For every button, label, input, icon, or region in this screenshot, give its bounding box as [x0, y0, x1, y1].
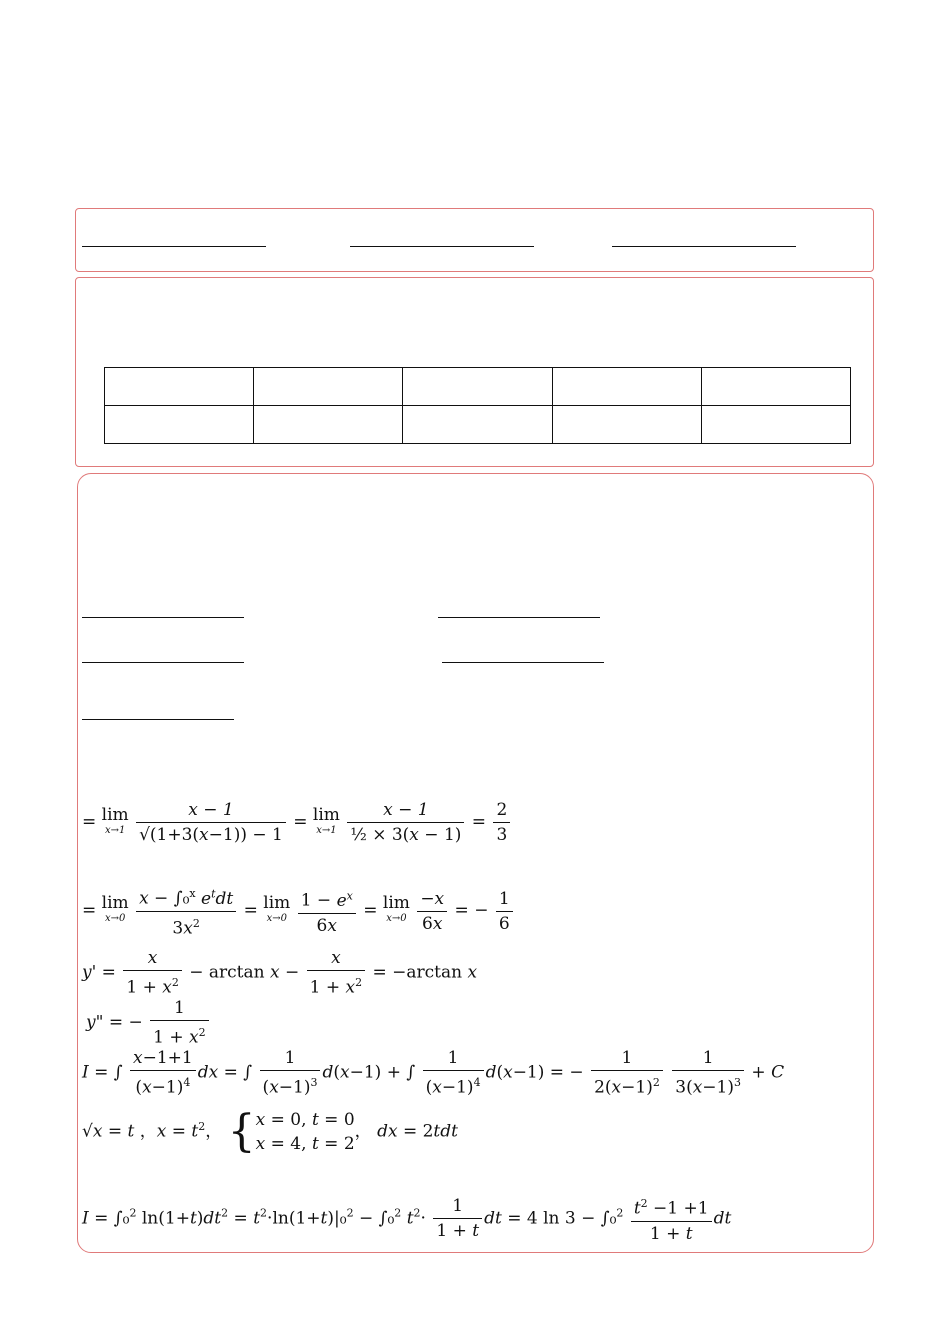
answer-number — [105, 368, 254, 406]
answer-cell — [105, 406, 254, 444]
answer-table — [104, 367, 851, 444]
solution-15-continued: I = ∫₀$^2$ $\ln(1+t)dt^2 = t^2\cdot\ln(1+t)|_0^2 - \int_0^2$ $t^2\cdot$ $\frac{1}{1 + t}$ dt = 4 ln 3 − ∫₀$^2$ $\frac{t^2 -1 +1}{1 + t}$ dt — [82, 1192, 731, 1246]
top-registration-marks — [43, 78, 875, 94]
solution-14: I = ∫ $\frac{x-1+1}{(x-1)^4}$ dx = ∫ $\frac{1}{(x-1)^3}$ d(x−1) + ∫ $\frac{1}{(x-1)^4}$ d(x−1) = − $\frac{1}{2(x-1)^2}$ $\frac{1}{3(x-1)^3}$ + C — [82, 1048, 785, 1098]
solution-11: = lim x→1 $\frac{x - 1}{√(1+3(x-1)) - 1}$ = lim x→1 $\frac{x - 1}{\text{½ × 3(x − 1)}}$ = $\frac{2}{3}$ — [82, 798, 512, 847]
fill-item-8 — [82, 643, 244, 663]
answer-cell — [701, 406, 850, 444]
answer-number — [403, 368, 552, 406]
answer-cell — [254, 406, 403, 444]
answer-cell — [552, 406, 701, 444]
answer-number — [254, 368, 403, 406]
period-field[interactable] — [612, 228, 796, 247]
solution-13-second-derivative: y" = − $\frac{1}{1 + x^2}$ — [86, 996, 211, 1050]
major-field[interactable] — [350, 228, 534, 247]
fill-item-9 — [442, 643, 604, 663]
answer-number — [701, 368, 850, 406]
solution-15: √x = t ，$x = t^2$， { x = 0, t = 0 x = 4, t = 2 ， dx = 2tdt — [82, 1106, 458, 1157]
fill-item-6 — [82, 598, 244, 618]
answer-number — [552, 368, 701, 406]
name-field[interactable] — [82, 228, 266, 247]
fill-item-7 — [438, 598, 600, 618]
solution-13: y' = $\frac{x}{1 + x^2}$ − arctan x − $\frac{x}{1 + x^2}$ = −arctan x — [82, 948, 478, 998]
solution-12: = lim x→0 $\frac{x - \int_0^x e^tdt}{3x^2}$ = lim x→0 $\frac{1 - e^x}{6x}$ = lim x→0 $\frac{-x}{6x}$ = − $\frac{1}{6}$ — [82, 882, 515, 940]
answer-cell — [403, 406, 552, 444]
fill-item-10 — [82, 700, 234, 720]
